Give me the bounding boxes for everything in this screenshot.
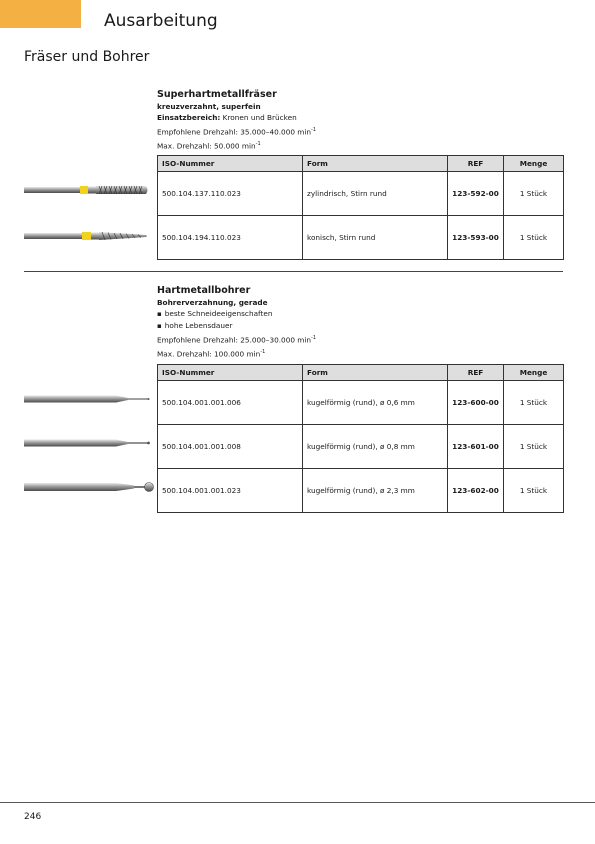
table-row	[158, 468, 564, 512]
speed-max-line	[157, 138, 563, 152]
feature-bullet: ▪ beste Schneideeigenschaften	[157, 308, 563, 320]
product-table	[157, 364, 564, 513]
iso-number-cell: 500.104.194.110.023	[158, 215, 303, 259]
ref-cell: 123-600-00	[448, 380, 504, 424]
form-cell: kugelförmig (rund), ø 0,8 mm	[303, 424, 448, 468]
header-form: Form	[303, 364, 448, 380]
speed-recommended: Empfohlene Drehzahl: 35.000–40.000 min	[157, 127, 312, 137]
header-iso-nummer: ISO-Nummer	[158, 364, 303, 380]
table-row	[158, 215, 564, 259]
product-table	[157, 155, 564, 260]
speed-max-line	[157, 346, 563, 360]
speed-recommended-line	[157, 332, 563, 346]
conical-cutter-image	[24, 229, 150, 243]
product-title: Superhartmetallfräser	[157, 89, 277, 100]
footer-rule	[0, 802, 595, 803]
header-ref: REF	[448, 364, 504, 380]
header-menge: Menge	[504, 364, 564, 380]
feature-bullet: ▪ hohe Lebensdauer	[157, 320, 563, 332]
table-row	[158, 171, 564, 215]
ref-cell: 123-601-00	[448, 424, 504, 468]
speed-unit-exponent: -1	[311, 127, 317, 133]
iso-number-cell: 500.104.001.001.008	[158, 424, 303, 468]
form-cell: konisch, Stirn rund	[303, 215, 448, 259]
usage-label: Einsatzbereich:	[157, 113, 221, 122]
speed-recommended: Empfohlene Drehzahl: 25.000–30.000 min	[157, 335, 312, 345]
product-title: Hartmetallbohrer	[157, 285, 251, 296]
table-header-row	[158, 155, 564, 171]
speed-unit-exponent: -1	[255, 141, 261, 148]
ball-drill-0-6-image	[24, 392, 154, 406]
header-accent-tab	[0, 0, 81, 28]
page-number: 246	[24, 812, 42, 822]
speed-unit-exponent: -1	[311, 335, 317, 341]
quantity-cell: 1 Stück	[504, 215, 564, 259]
iso-number-cell: 500.104.137.110.023	[158, 171, 303, 215]
product-subtitle: Bohrerverzahnung, gerade	[157, 298, 268, 307]
quantity-cell: 1 Stück	[504, 171, 564, 215]
page-header-title: Ausarbeitung	[104, 11, 218, 31]
header-ref: REF	[448, 155, 504, 171]
form-cell: zylindrisch, Stirn rund	[303, 171, 448, 215]
iso-number-cell: 500.104.001.001.023	[158, 468, 303, 512]
iso-number-cell: 500.104.001.001.006	[158, 380, 303, 424]
cylindrical-cutter-image	[24, 183, 150, 197]
speed-recommended-line	[157, 124, 563, 138]
table-row	[158, 380, 564, 424]
quantity-cell: 1 Stück	[504, 424, 564, 468]
section-divider	[24, 271, 563, 272]
product-hartmetallbohrer	[157, 285, 563, 513]
form-cell: kugelförmig (rund), ø 0,6 mm	[303, 380, 448, 424]
ref-cell: 123-592-00	[448, 171, 504, 215]
ref-cell: 123-593-00	[448, 215, 504, 259]
ref-cell: 123-602-00	[448, 468, 504, 512]
speed-max: Max. Drehzahl: 50.000 min	[157, 141, 256, 151]
table-row	[158, 424, 564, 468]
quantity-cell: 1 Stück	[504, 468, 564, 512]
quantity-cell: 1 Stück	[504, 380, 564, 424]
speed-unit-exponent: -1	[260, 349, 266, 356]
header-form: Form	[303, 155, 448, 171]
ball-drill-2-3-image	[24, 479, 154, 495]
usage-line	[157, 112, 563, 124]
table-header-row	[158, 364, 564, 380]
speed-max: Max. Drehzahl: 100.000 min	[157, 349, 261, 359]
product-superhartmetallfraeser	[157, 89, 563, 260]
ball-drill-0-8-image	[24, 436, 154, 450]
form-cell: kugelförmig (rund), ø 2,3 mm	[303, 468, 448, 512]
section-title: Fräser und Bohrer	[24, 49, 150, 65]
usage-value: Kronen und Brücken	[222, 113, 297, 122]
header-iso-nummer: ISO-Nummer	[158, 155, 303, 171]
header-menge: Menge	[504, 155, 564, 171]
product-subtitle: kreuzverzahnt, superfein	[157, 102, 261, 111]
